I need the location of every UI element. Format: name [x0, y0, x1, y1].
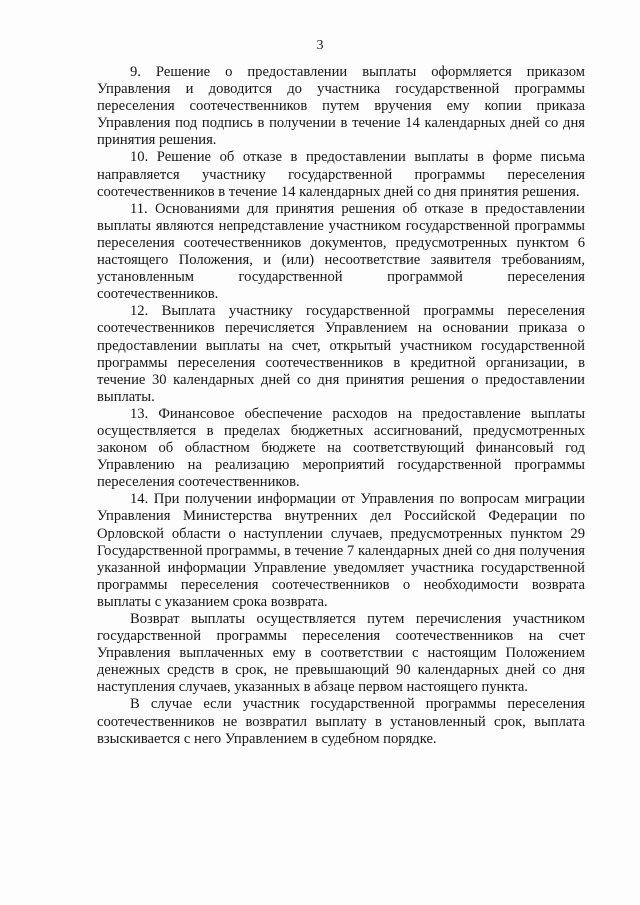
paragraph-14-court: В случае если участник государственной программы переселения соотечественников не возвратил выплату в установленный срок, выплата взыскивается с него Управлением в судебном порядке.	[97, 696, 585, 747]
paragraph-10: 10. Решение об отказе в предоставлении выплаты в форме письма направляется участнику государственной программы переселения соотечественников в течение 14 календарных дней со дня принятия решения.	[97, 149, 585, 200]
paragraph-12: 12. Выплата участнику государственной программы переселения соотечественников перечисляется Управлением на основании приказа о предоставлении выплаты на счет, открытый участником государственной программы переселения соотечественников в кредитной организации, в течение 30 календарных дней со дня принятия решения о предоставлении выплаты.	[97, 303, 585, 405]
page-number: 3	[316, 38, 324, 53]
paragraph-14-refund: Возврат выплаты осуществляется путем перечисления участником государственной программы переселения соотечественников на счет Управления выплаченных ему в соответствии с настоящим Положением денежных средств в срок, не превышающий 90 календарных дней со дня наступления случаев, указанных в абзаце первом настоящего пункта.	[97, 611, 585, 696]
paragraph-11: 11. Основаниями для принятия решения об отказе в предоставлении выплаты являются непредставление участником государственной программы переселения соотечественников документов, предусмотренных пунктом 6 настоящего Положения, и (или) несоответствие заявителя требованиям, установленным государственной программой переселения соотечественников.	[97, 200, 585, 303]
paragraph-14: 14. При получении информации от Управления по вопросам миграции Управления Министерства внутренних дел Российской Федерации по Орловской области о наступлении случаев, предусмотренных пунктом 29 Государственной программы, в течение 7 календарных дней со дня получения указанной информации Управление уведомляет участника государственной программы переселения соотечественников о необходимости возврата выплаты с указанием срока возврата.	[97, 491, 585, 610]
paragraph-13: 13. Финансовое обеспечение расходов на предоставление выплаты осуществляется в пределах бюджетных ассигнований, предусмотренных законом об областном бюджете на соответствующий финансовый год Управлению на реализацию мероприятий государственной программы переселения соотечественников.	[97, 405, 585, 491]
document-body	[97, 64, 585, 748]
paragraph-9: 9. Решение о предоставлении выплаты оформляется приказом Управления и доводится до участника государственной программы переселения соотечественников путем вручения ему копии приказа Управления под подпись в получении в течение 14 календарных дней со дня принятия решения.	[97, 64, 585, 149]
